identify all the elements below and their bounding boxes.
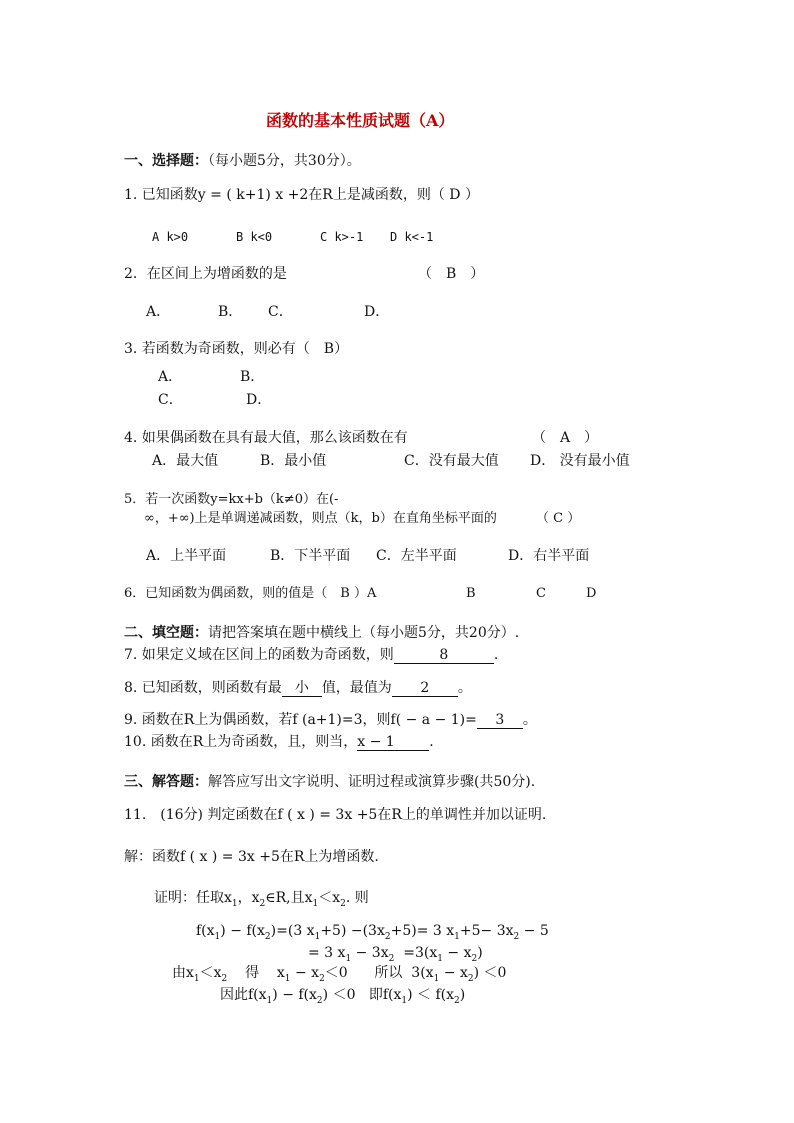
proof-label: 证明：任取	[154, 890, 224, 906]
q2-option-d: D．	[364, 304, 390, 320]
q7-text: 7. 如果定义域在区间上的函数为奇函数，则	[124, 647, 394, 663]
q6-option-c: C	[536, 586, 546, 601]
q4-option-a: A．最大值	[152, 453, 219, 469]
section2-heading: 二、填空题：	[124, 625, 208, 641]
proof-step-1: $f(x_1) - f(x_2)=(3$ $x_1+5) -(3x_2+5)= 3$ $x_1+5- 3x_2 - 5$	[196, 923, 549, 942]
section3-note: 解答应写出文字说明、证明过程或演算步骤(共50分).	[208, 774, 536, 790]
q9-post: 。	[522, 712, 537, 728]
q7-blank: 8	[394, 647, 494, 664]
q6-stem: 6．已知函数为偶函数，则的值是（ B ）A	[124, 586, 377, 601]
q8-text: 8. 已知函数，则函数有最	[124, 680, 282, 696]
section3-heading: 三、解答题：	[124, 774, 208, 790]
q5-line1: 5．若一次函数y=kx+b（k≠0）在(-	[124, 492, 339, 507]
proof-expand: (3 x	[287, 923, 315, 939]
proof-fx1: f(x	[196, 923, 215, 939]
q1-option-c: C k>-1	[320, 230, 364, 244]
q10-text: 10. 函数在R上为奇函数，且，则当，	[124, 734, 358, 750]
proof-therefore: 因此f(x	[220, 987, 267, 1003]
q6-option-b: B	[466, 586, 476, 601]
proof-get: 得	[245, 965, 260, 981]
q10-blank: x − 1	[357, 734, 429, 751]
q10-post: .	[429, 734, 434, 750]
q5-line2: ∞，+∞)上是单调递减函数，则点（k，b）在直角坐标平面的	[144, 511, 497, 526]
proof-step-4: 因此$f(x_1) - f(x_2) <0$ 即$f(x_1) < f(x_2)$	[220, 987, 466, 1006]
q5-option-b: B．下半平面	[270, 548, 351, 564]
proof-conclusion: 即f(x	[368, 987, 402, 1003]
proof-since: 由x	[172, 965, 194, 981]
proof-fx2: f(x	[246, 923, 265, 939]
q5-option-c: C．左半平面	[376, 548, 457, 564]
section2-note: 请把答案填在题中横线上（每小题5分，共20分）.	[208, 625, 520, 641]
q2-answer: （ B ）	[418, 266, 485, 282]
q4-option-d: D． 没有最小值	[530, 453, 630, 469]
q9-text: 9. 函数在R上为偶函数，若f (a+1)=3，则f( − a − 1)=	[124, 712, 477, 728]
q7-post: .	[493, 647, 499, 663]
q9	[124, 711, 537, 729]
proof-step-3: 由$x_1<x_2$ 得 $x_1 - x_2<0$ 所以 $3(x_1 - x_2) <0$	[172, 965, 507, 984]
proof-simplify: = 3 x	[308, 945, 346, 961]
q3-stem: 3. 若函数为奇函数，则必有（ B）	[124, 341, 349, 357]
q4-stem: 4. 如果偶函数在具有最大值，那么该函数在有	[124, 430, 408, 446]
q2-stem: 2．在区间上为增函数的是	[124, 266, 287, 282]
q9-blank: 3	[477, 712, 523, 729]
q5-answer: （ C ）	[536, 511, 581, 526]
q8-blank2: 2	[392, 680, 458, 697]
q10	[124, 733, 434, 751]
page-title: 函数的基本性质试题（A）	[266, 111, 455, 130]
q2-option-b: B．	[218, 304, 243, 320]
q8	[124, 679, 472, 697]
q2-option-c: C．	[268, 304, 293, 320]
q4-option-b: B．最小值	[260, 453, 327, 469]
proof-step-2: = 3 $x_1 - 3x_2 =3(x_1 - x_2)$	[308, 945, 483, 964]
proof-line: 证明：任取$x_1$，$x_2\in R$,且$x_1<x_2$. 则	[154, 890, 369, 909]
section1-note: （每小题5分，共30分）。	[208, 153, 361, 169]
section3	[124, 773, 535, 791]
q2-option-a: A．	[146, 304, 171, 320]
section2	[124, 624, 519, 642]
q1-option-b: B k<0	[236, 230, 273, 244]
section1	[124, 152, 361, 170]
proof-so: 所以	[374, 965, 403, 981]
q8-post: 。	[457, 680, 472, 696]
q4-option-c: C．没有最大值	[404, 453, 499, 469]
q3-option-b: B．	[240, 369, 265, 385]
q1-stem: 1. 已知函数y = ( k+1) x +2在R上是减函数，则（ D ）	[124, 187, 479, 203]
q5-option-d: D．右半平面	[508, 548, 590, 564]
q5-option-a: A．上半平面	[146, 548, 227, 564]
solution-intro: 解：函数f ( x ) = 3x +5在R上为增函数.	[124, 849, 379, 865]
q8-mid: 值，最值为	[321, 680, 392, 696]
q4-answer: （ A ）	[532, 430, 599, 446]
q7	[124, 646, 498, 664]
q3-option-d: D．	[246, 392, 272, 408]
q8-blank1: 小	[282, 680, 322, 697]
q1-option-a: A k>0	[152, 230, 189, 244]
q3-option-c: C．	[158, 392, 183, 408]
q11-stem: 11. (16分) 判定函数在f ( x ) = 3x +5在R上的单调性并加以证明.	[124, 807, 547, 823]
section1-heading: 一、选择题：	[124, 153, 208, 169]
q6-option-d: D	[586, 586, 597, 601]
q3-option-a: A．	[158, 369, 183, 385]
q1-option-d: D k<-1	[390, 230, 434, 244]
